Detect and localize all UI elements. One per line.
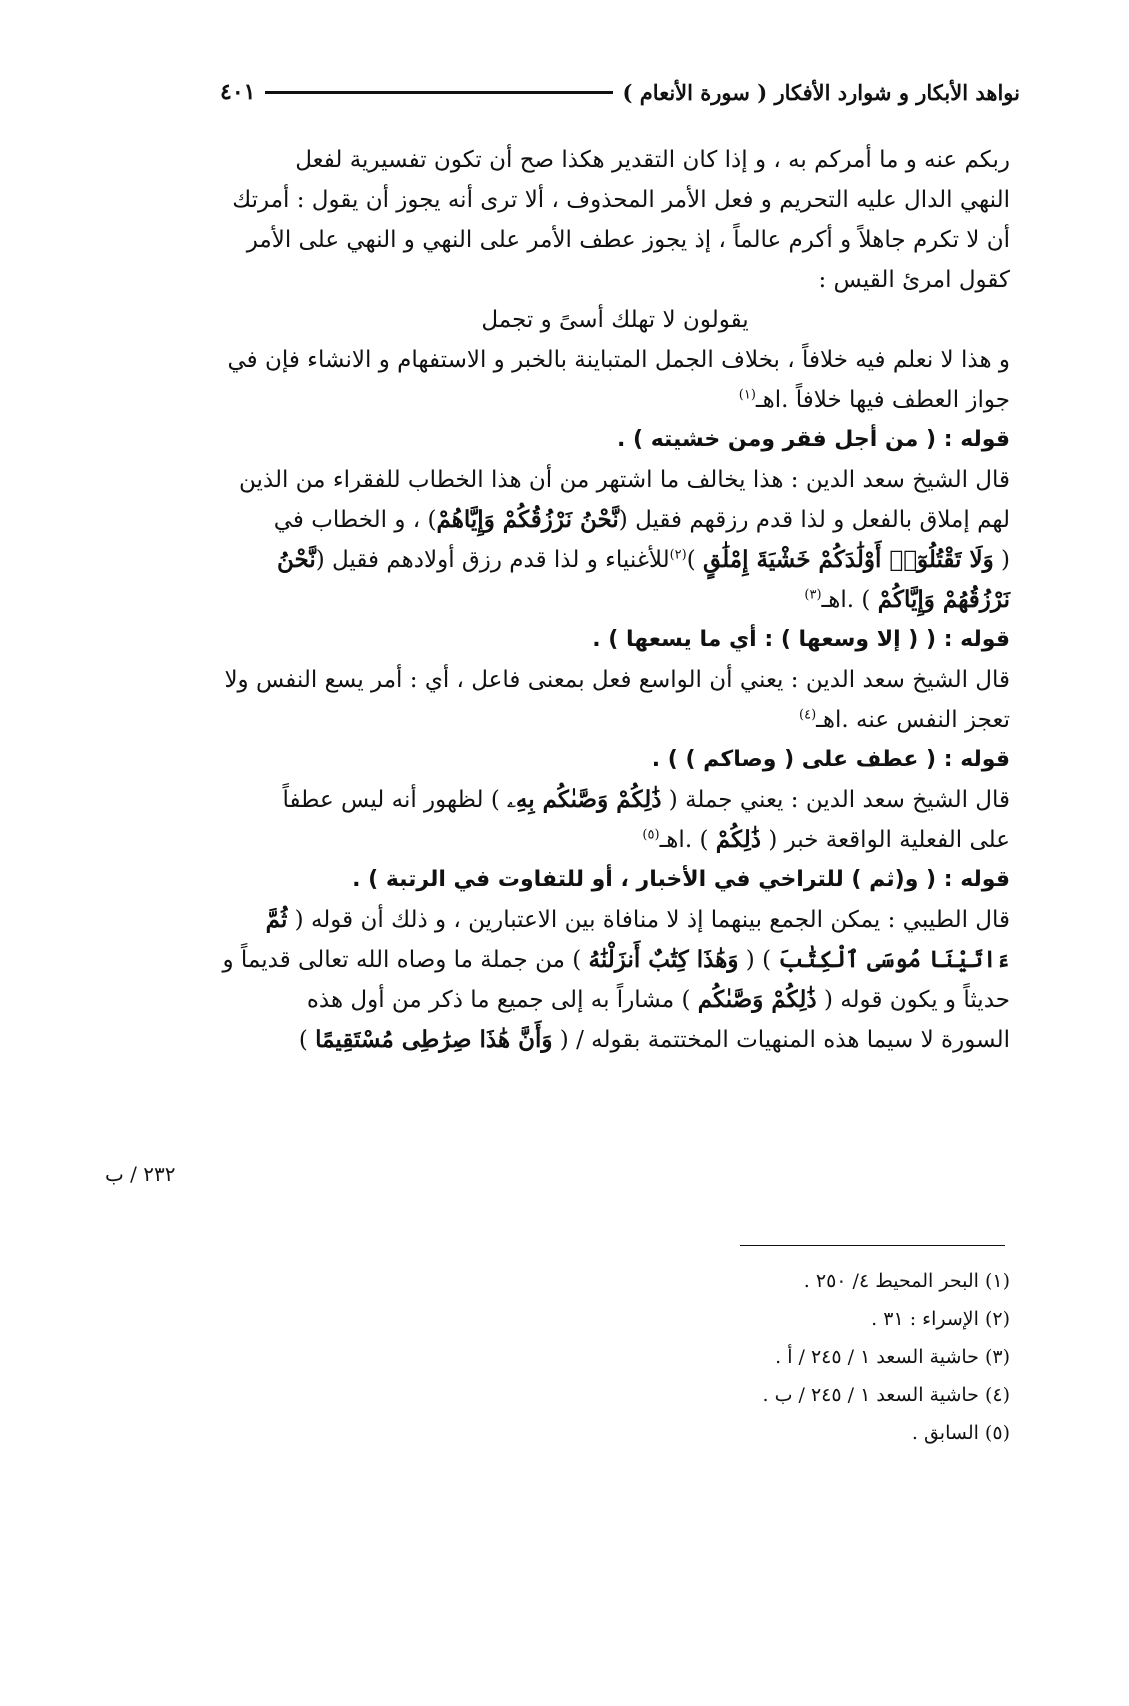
footnote: (٢) الإسراء : ٣١ . — [871, 1308, 1010, 1330]
text-fragment: ( — [1001, 547, 1010, 573]
quran-quote: ثُمَّ — [265, 906, 288, 933]
page-number: ٤٠١ — [220, 79, 256, 105]
footnote: (٣) حاشية السعد ١ / ٢٤٥ / أ . — [775, 1346, 1010, 1368]
text-line: قال الشيخ سعد الدين : يعني أن الواسع فعل بمعنى فاعل ، أي : أمر يسع النفس ولا — [224, 667, 1010, 693]
text-line — [220, 1020, 1010, 1060]
text-fragment: على الفعلية الواقعة خبر ( — [768, 827, 1010, 853]
footnote-ref: (٢) — [669, 547, 687, 563]
section-heading: قوله : ( ( إلا وسعها ) : أي ما يسعها ) . — [592, 627, 1010, 652]
footnote: (٤) حاشية السعد ١ / ٢٤٥ / ب . — [762, 1384, 1010, 1406]
quran-quote: ءَاتَيْنَا مُوسَى ٱلْكِتَٰبَ — [778, 946, 1010, 973]
text-line — [220, 940, 1010, 980]
text-fragment: ) ، و الخطاب في — [273, 507, 437, 533]
text-fragment: قال الشيخ سعد الدين : يعني جملة ( — [668, 787, 1010, 813]
footnote-ref: (٤) — [799, 707, 817, 723]
text-line: ربكم عنه و ما أمركم به ، و إذا كان التقدير هكذا صح أن تكون تفسيرية لفعل — [295, 147, 1010, 173]
text-fragment: ) من جملة ما وصاه الله تعالى قديماً و — [222, 947, 582, 973]
text-fragment: ) .اهـ — [659, 827, 709, 853]
footnote-separator — [740, 1245, 1005, 1246]
text-fragment: ) — [298, 1027, 308, 1053]
quran-quote: ذَٰلِكُمْ وَصَّىٰكُم — [697, 986, 817, 1013]
quran-quote: وَهَٰذَا كِتَٰبٌ أَنزَلْنَٰهُ — [588, 946, 739, 973]
text-fragment: لهم إملاق بالفعل و لذا قدم رزقهم فقيل ( — [618, 507, 1010, 533]
text-fragment: حديثاً و يكون قوله ( — [823, 987, 1010, 1013]
text-line — [220, 700, 1010, 740]
header-rule — [265, 91, 612, 94]
quran-quote: نَّحْنُ نَرْزُقُكُمْ وَإِيَّاهُمْ — [436, 506, 619, 533]
quran-quote: وَلَا تَقْتُلُوٓا۟ أَوْلَٰدَكُمْ خَشْيَةَ إِمْلَٰقٍ — [703, 546, 994, 573]
main-text — [220, 140, 1010, 1060]
text-fragment: ) مشاراً به إلى جميع ما ذكر من أول هذه — [306, 987, 691, 1013]
quran-quote: نَّحْنُ — [276, 546, 316, 573]
section-heading: قوله : ( من أجل فقر ومن خشيته ) . — [616, 427, 1010, 452]
text-fragment: ) .اهـ — [821, 587, 871, 613]
text-fragment: جواز العطف فيها خلافاً .اهـ — [755, 387, 1010, 413]
text-line — [220, 820, 1010, 860]
text-fragment: ) لظهور أنه ليس عطفاً — [282, 787, 500, 813]
text-line — [220, 980, 1010, 1020]
text-line — [220, 780, 1010, 820]
quran-quote: ذَٰلِكُمْ — [715, 826, 761, 853]
text-line: النهي الدال عليه التحريم و فعل الأمر المحذوف ، ألا ترى أنه يجوز أن يقول : أمرتك — [232, 187, 1010, 213]
text-line: أن لا تكرم جاهلاً و أكرم عالماً ، إذ يجوز عطف الأمر على النهي و النهي على الأمر — [246, 227, 1010, 253]
quran-quote: وَأَنَّ هَٰذَا صِرَٰطِى مُسْتَقِيمًا — [315, 1026, 553, 1053]
quran-quote: نَرْزُقُهُمْ وَإِيَّاكُمْ — [877, 586, 1010, 613]
footnote-ref: (٥) — [642, 827, 660, 843]
text-fragment: ) — [686, 547, 696, 573]
text-line — [220, 580, 1010, 620]
poetry-verse: يقولون لا تهلك أسىً و تجمل — [481, 307, 749, 333]
section-heading: قوله : ( و(ثم ) للتراخي في الأخبار ، أو للتفاوت في الرتبة ) . — [352, 867, 1010, 892]
text-line: و هذا لا نعلم فيه خلافاً ، بخلاف الجمل المتباينة بالخبر و الاستفهام و الانشاء فإن في — [227, 347, 1010, 373]
footnote-ref: (٣) — [804, 587, 822, 603]
running-header — [220, 72, 1020, 112]
header-title: نواهد الأبكار و شوارد الأفكار ( سورة الأنعام ) — [622, 79, 1020, 105]
text-line — [220, 900, 1010, 940]
footnote: (١) البحر المحيط ٤/ ٢٥٠ . — [803, 1270, 1010, 1292]
text-fragment: السورة لا سيما هذه المنهيات المختتمة بقوله / ( — [559, 1027, 1010, 1053]
text-line — [220, 500, 1010, 540]
text-fragment: قال الطيبي : يمكن الجمع بينهما إذ لا منافاة بين الاعتبارين ، و ذلك أن قوله ( — [294, 907, 1010, 933]
quran-quote: ذَٰلِكُمْ وَصَّىٰكُم بِهِۦ — [507, 786, 662, 813]
text-line: كقول امرئ القيس : — [818, 267, 1010, 293]
footnote: (٥) السابق . — [911, 1422, 1010, 1444]
text-line — [220, 380, 1010, 420]
manuscript-folio-marker: ٢٣٢ / ب — [105, 1162, 176, 1186]
section-heading: قوله : ( عطف على ( وصاكم ) ) . — [651, 747, 1010, 772]
footnotes — [650, 1262, 1010, 1452]
text-line — [220, 540, 1010, 580]
text-fragment: ) ( — [745, 947, 772, 973]
text-fragment: تعجز النفس عنه .اهـ — [816, 707, 1010, 733]
text-line: قال الشيخ سعد الدين : هذا يخالف ما اشتهر من أن هذا الخطاب للفقراء من الذين — [238, 467, 1010, 493]
footnote-ref: (١) — [738, 387, 756, 403]
text-fragment: للأغنياء و لذا قدم رزق أولادهم فقيل ( — [315, 547, 670, 573]
